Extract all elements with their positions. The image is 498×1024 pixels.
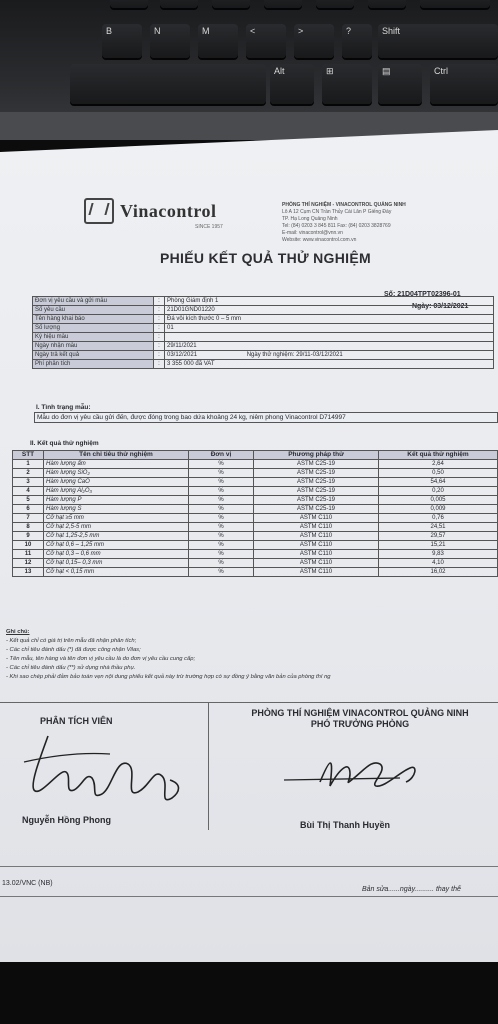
table-row (13, 532, 498, 541)
row-method: ASTM C110 (254, 568, 379, 577)
row-test-name: Hàm lượng P (44, 496, 189, 505)
info-value: 3 355 000 đã VAT (165, 360, 494, 369)
colon: : (154, 306, 165, 315)
row-method: ASTM C25-19 (254, 496, 379, 505)
lab-email: E-mail: vinacontrol@vnn.vn (282, 230, 343, 236)
info-label: Phí phân tích (33, 360, 154, 369)
row-stt: 6 (13, 505, 44, 514)
row-method: ASTM C110 (254, 559, 379, 568)
row-result: 4,10 (379, 559, 498, 568)
signature-divider (208, 702, 209, 830)
deputy-head-title (224, 708, 496, 730)
row-test-name: Cỡ hạt ≥5 mm (44, 514, 189, 523)
colon: : (154, 342, 165, 351)
lab-title: PHÒNG THÍ NGHIỆM VINACONTROL QUẢNG NINH (251, 708, 469, 718)
info-label: Ký hiệu mẫu (33, 333, 154, 342)
info-label: Ngày trả kết quả (33, 351, 154, 360)
table-row (13, 460, 498, 469)
table-row (13, 496, 498, 505)
row-result: 0,005 (379, 496, 498, 505)
note-line: - Khi sao chép phải đảm bảo toàn vẹn nội dung phiếu kết quả này trừ trường hợp có sự đồng ý bằng văn bản của phòng thí ng (6, 674, 331, 680)
row-unit: % (189, 478, 254, 487)
notes-heading: Ghi chú: (6, 629, 30, 635)
row-stt: 12 (13, 559, 44, 568)
row-unit: % (189, 487, 254, 496)
sample-info-table (32, 296, 494, 369)
row-test-name: Cỡ hạt 0,6 – 1,25 mm (44, 541, 189, 550)
row-unit: % (189, 469, 254, 478)
test-date: Ngày thử nghiệm: 29/11-03/12/2021 (246, 352, 343, 358)
row-test-name: Cỡ hạt 1,25-2,5 mm (44, 532, 189, 541)
row-unit: % (189, 514, 254, 523)
row-result: 9,83 (379, 550, 498, 559)
key-m: M (198, 24, 238, 58)
analyst-title: PHÂN TÍCH VIÊN (40, 716, 113, 726)
row-result: 0,50 (379, 469, 498, 478)
row-unit: % (189, 532, 254, 541)
row-stt: 2 (13, 469, 44, 478)
row-result: 0,76 (379, 514, 498, 523)
info-row (33, 324, 494, 333)
lab-phone: Tel: (84) 0203 3 845 811 Fax: (84) 0203 3828769 (282, 223, 391, 229)
info-row (33, 315, 494, 324)
info-value: 21D01GND01220 (165, 306, 494, 315)
info-label: Tên hàng khai báo (33, 315, 154, 324)
info-value: Đá vôi kích thước 0 – 5 mm (165, 315, 494, 324)
info-label: Số lượng (33, 324, 154, 333)
footer-rule (0, 866, 498, 867)
info-row (33, 306, 494, 315)
row-method: ASTM C110 (254, 532, 379, 541)
row-unit: % (189, 568, 254, 577)
results-header-row (13, 451, 498, 460)
lab-address-block (282, 202, 487, 244)
note-line: - Các chỉ tiêu đánh dấu (*) đã được công nhận Vilas; (6, 647, 141, 653)
row-stt: 11 (13, 550, 44, 559)
menu-icon: ▤ (382, 66, 391, 76)
deputy-head-name: Bùi Thị Thanh Huyền (300, 820, 390, 830)
table-row (13, 550, 498, 559)
colon: : (154, 297, 165, 306)
colon: : (154, 360, 165, 369)
lab-website: Website: www.vinacontrol.com.vn (282, 237, 357, 243)
lab-name: PHÒNG THÍ NGHIỆM - VINACONTROL QUẢNG NINH (282, 202, 406, 208)
row-stt: 5 (13, 496, 44, 505)
row-result: 2,64 (379, 460, 498, 469)
sample-status-text: Mẫu do đơn vị yêu cầu gửi đến, được đóng trong bao dứa khoảng 24 kg, niêm phong Vinacontrol D714997 (34, 412, 498, 423)
results-table (12, 450, 498, 577)
row-stt: 8 (13, 523, 44, 532)
colon: : (154, 315, 165, 324)
notes-block (6, 628, 331, 682)
analyst-signature (20, 728, 190, 812)
key-ctrl: Ctrl (430, 64, 498, 104)
row-result: 54,64 (379, 478, 498, 487)
document-title: PHIẾU KẾT QUẢ THỬ NGHIỆM (160, 250, 371, 266)
row-result: 24,51 (379, 523, 498, 532)
row-unit: % (189, 505, 254, 514)
results-heading: II. Kết quả thử nghiệm (30, 440, 99, 447)
row-test-name: Hàm lượng CaO (44, 478, 189, 487)
info-value: Phòng Giám định 1 (165, 297, 494, 306)
key-shift: Shift (378, 24, 498, 58)
table-row (13, 559, 498, 568)
table-row (13, 478, 498, 487)
results-body (13, 460, 498, 577)
scale-logo-icon (84, 198, 114, 224)
row-result: 0,009 (379, 505, 498, 514)
lab-city: TP. Hạ Long Quảng Ninh (282, 216, 338, 222)
info-value (165, 351, 494, 360)
row-stt: 7 (13, 514, 44, 523)
row-test-name: Cỡ hạt 2,5-5 mm (44, 523, 189, 532)
company-logo (84, 198, 217, 224)
row-test-name: Hàm lượng Al₂O₃ (44, 487, 189, 496)
row-method: ASTM C25-19 (254, 487, 379, 496)
row-result: 29,57 (379, 532, 498, 541)
row-method: ASTM C110 (254, 541, 379, 550)
key-n: N (150, 24, 190, 58)
lab-address: Lô A 12 Cụm CN Trần Thủy Cái Lân P Giếng Đáy (282, 209, 392, 215)
position-title: PHÓ TRƯỞNG PHÒNG (310, 719, 410, 729)
row-method: ASTM C25-19 (254, 460, 379, 469)
row-method: ASTM C25-19 (254, 505, 379, 514)
row-unit: % (189, 550, 254, 559)
analyst-name: Nguyễn Hồng Phong (22, 815, 111, 825)
row-method: ASTM C110 (254, 523, 379, 532)
sample-status-heading: I. Tình trạng mẫu: (36, 404, 91, 411)
document-date: Ngày: 03/12/2021 (412, 303, 469, 310)
row-stt: 9 (13, 532, 44, 541)
info-row (33, 351, 494, 360)
row-test-name: Hàm lượng SiO₂ (44, 469, 189, 478)
table-row (13, 568, 498, 577)
key-slash: ? (342, 24, 372, 58)
row-method: ASTM C25-19 (254, 469, 379, 478)
revision-text: Bản sửa......ngày.......... thay thế (362, 886, 461, 893)
document-number: Số: 21D04TPT02396-01 (384, 291, 461, 298)
table-row (13, 514, 498, 523)
table-row (13, 469, 498, 478)
row-result: 0,20 (379, 487, 498, 496)
row-test-name: Hàm lượng ẩm (44, 460, 189, 469)
info-value (165, 333, 494, 342)
table-row (13, 487, 498, 496)
info-label: Số yêu cầu (33, 306, 154, 315)
row-stt: 4 (13, 487, 44, 496)
row-test-name: Cỡ hạt < 0,15 mm (44, 568, 189, 577)
key-period: > (294, 24, 334, 58)
row-unit: % (189, 523, 254, 532)
info-row (33, 360, 494, 369)
row-unit: % (189, 541, 254, 550)
note-line: - Các chỉ tiêu đánh dấu (**) sử dụng nhà thầu phụ. (6, 665, 136, 671)
row-test-name: Cỡ hạt 0,15– 0,3 mm (44, 559, 189, 568)
info-row (33, 333, 494, 342)
key-b: B (102, 24, 142, 58)
row-method: ASTM C110 (254, 550, 379, 559)
info-row (33, 342, 494, 351)
colon: : (154, 333, 165, 342)
row-test-name: Hàm lượng S (44, 505, 189, 514)
windows-icon: ⊞ (326, 66, 334, 76)
table-row (13, 541, 498, 550)
col-unit: Đơn vị (189, 451, 254, 460)
info-value: 01 (165, 324, 494, 333)
note-line: - Kết quả chỉ có giá trị trên mẫu đã nhận phân tích; (6, 638, 137, 644)
col-method: Phương pháp thử (254, 451, 379, 460)
row-stt: 10 (13, 541, 44, 550)
key-alt: Alt (270, 64, 314, 104)
colon: : (154, 324, 165, 333)
note-line: - Tên mẫu, tên hàng và tên đơn vị yêu cầu là do đơn vị yêu cầu cung cấp; (6, 656, 196, 662)
row-method: ASTM C25-19 (254, 478, 379, 487)
row-unit: % (189, 496, 254, 505)
row-result: 16,02 (379, 568, 498, 577)
row-unit: % (189, 559, 254, 568)
info-row (33, 297, 494, 306)
row-test-name: Cỡ hạt 0,3 – 0,6 mm (44, 550, 189, 559)
footer-rule (0, 896, 498, 897)
colon: : (154, 351, 165, 360)
row-result: 15,21 (379, 541, 498, 550)
row-stt: 3 (13, 478, 44, 487)
logo-text: Vinacontrol (120, 200, 217, 221)
row-stt: 13 (13, 568, 44, 577)
col-result: Kết quả thử nghiệm (379, 451, 498, 460)
logo-subtitle: SINCE 1957 (195, 224, 223, 230)
table-row (13, 505, 498, 514)
deputy-signature (280, 748, 430, 798)
row-stt: 1 (13, 460, 44, 469)
info-label: Đơn vị yêu cầu và gửi mẫu (33, 297, 154, 306)
info-value: 29/11/2021 (165, 342, 494, 351)
return-date: 03/12/2021 (167, 352, 198, 358)
row-method: ASTM C110 (254, 514, 379, 523)
row-unit: % (189, 460, 254, 469)
key-comma: < (246, 24, 286, 58)
col-stt: STT (13, 451, 44, 460)
info-label: Ngày nhận mẫu (33, 342, 154, 351)
table-row (13, 523, 498, 532)
form-code: 13.02/VNC (NB) (2, 880, 53, 887)
col-test-name: Tên chỉ tiêu thử nghiệm (44, 451, 189, 460)
